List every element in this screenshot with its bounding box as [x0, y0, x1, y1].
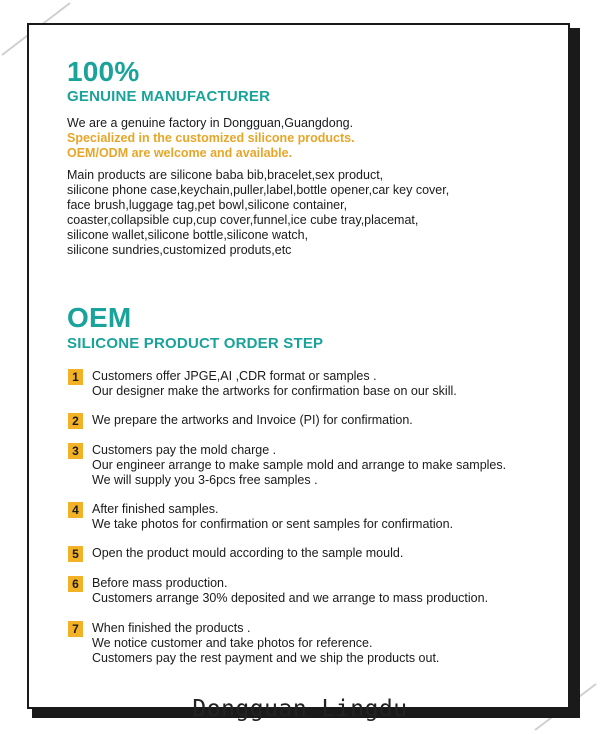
headline-oem: OEM [67, 302, 132, 333]
products-line: face brush,luggage tag,pet bowl,silicone container, [67, 198, 348, 212]
order-step-2 [68, 413, 413, 429]
products-line: silicone phone case,keychain,puller,label,bottle opener,car key cover, [67, 183, 450, 197]
step-number-badge: 6 [68, 576, 83, 592]
order-step-5 [68, 546, 403, 562]
step-line: Customers arrange 30% deposited and we arrange to mass production. [92, 591, 489, 605]
step-number-badge: 4 [68, 502, 83, 518]
step-line: Customers offer JPGE,AI ,CDR format or samples . [92, 369, 377, 383]
step-line: When finished the products . [92, 621, 251, 635]
step-number-badge: 1 [68, 369, 83, 385]
step-number-badge: 3 [68, 443, 83, 459]
step-line: We prepare the artworks and Invoice (PI) for confirmation. [92, 413, 413, 427]
order-step-1 [68, 369, 457, 399]
step-number-badge: 7 [68, 621, 83, 637]
order-step-3 [68, 443, 506, 488]
products-line: coaster,collapsible cup,cup cover,funnel,ice cube tray,placemat, [67, 213, 419, 227]
step-line: Before mass production. [92, 576, 228, 590]
step-line: Open the product mould according to the sample mould. [92, 546, 404, 560]
subheadline-order-step: SILICONE PRODUCT ORDER STEP [67, 335, 324, 352]
order-step-4 [68, 502, 453, 532]
subheadline-genuine-manufacturer: GENUINE MANUFACTURER [67, 88, 271, 105]
intro-paragraph [67, 116, 355, 161]
products-paragraph [67, 168, 449, 258]
step-line: After finished samples. [92, 502, 219, 516]
step-number-badge: 5 [68, 546, 83, 562]
products-line: silicone sundries,customized produts,etc [67, 243, 292, 257]
intro-highlight-1: Specialized in the customized silicone products. [67, 131, 355, 145]
step-line: Customers pay the rest payment and we ship the products out. [92, 651, 440, 665]
headline-100-percent: 100% [67, 56, 140, 87]
products-line: Main products are silicone baba bib,bracelet,sex product, [67, 168, 384, 182]
step-line: We notice customer and take photos for reference. [92, 636, 373, 650]
step-number-badge: 2 [68, 413, 83, 429]
step-line: Customers pay the mold charge . [92, 443, 277, 457]
step-line: Our designer make the artworks for confirmation base on our skill. [92, 384, 457, 398]
order-step-7 [68, 621, 439, 666]
watermark-text: Dongguan Lingdu [192, 696, 408, 722]
step-line: We take photos for confirmation or sent samples for confirmation. [92, 517, 454, 531]
step-line: Our engineer arrange to make sample mold and arrange to make samples. [92, 458, 507, 472]
intro-line: We are a genuine factory in Dongguan,Guangdong. [67, 116, 354, 130]
step-line: We will supply you 3-6pcs free samples . [92, 473, 318, 487]
intro-highlight-2: OEM/ODM are welcome and available. [67, 146, 293, 160]
products-line: silicone wallet,silicone bottle,silicone watch, [67, 228, 309, 242]
order-step-6 [68, 576, 488, 606]
